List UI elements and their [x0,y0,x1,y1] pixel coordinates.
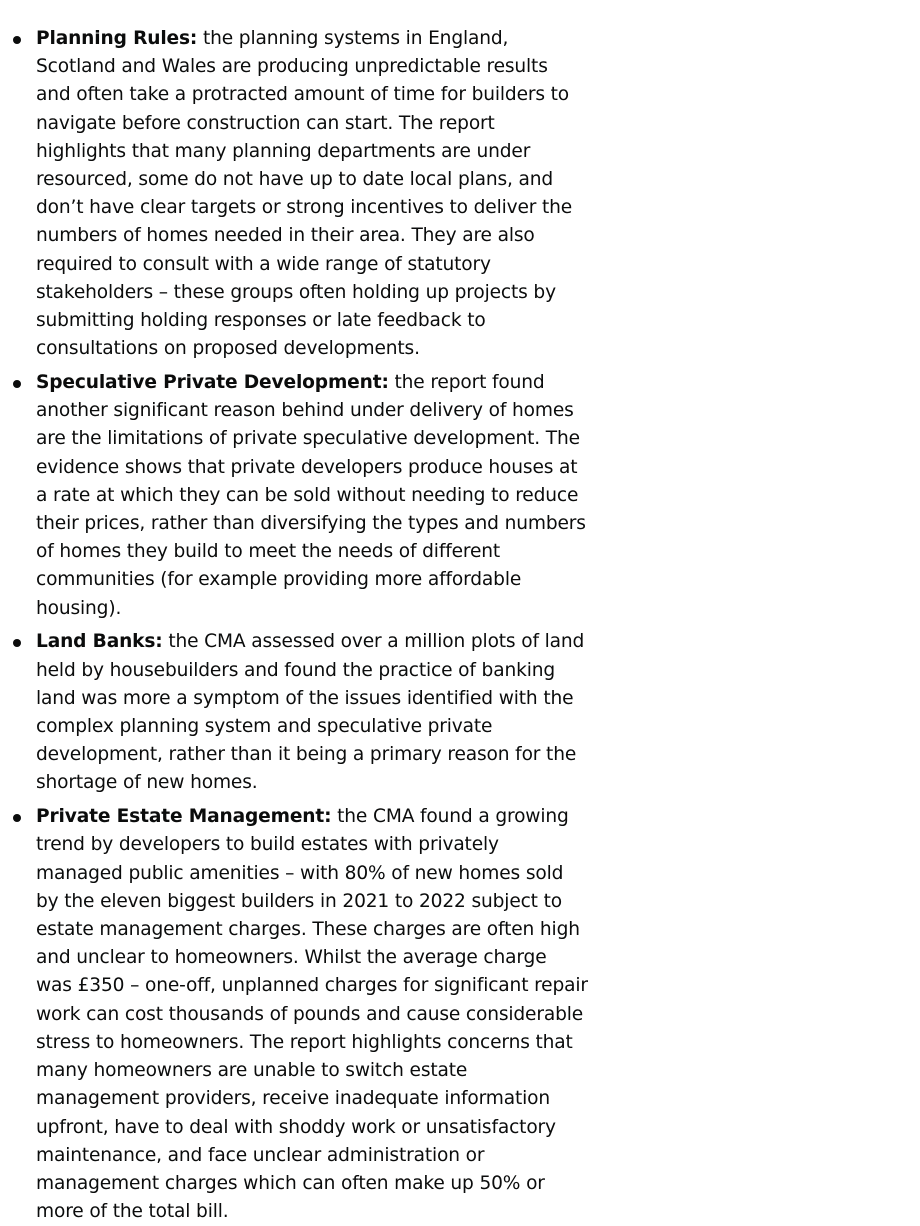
list-item-text: the planning systems in England, Scotland and Wales are producing unpredictable results and often take a protracted amount of time for builders to navigate before construction can start. The report highlights that many planning departments are under resourced, some do not have up to date local plans, and don’t have clear targets or strong incentives to deliver the numbers of homes needed in their area. They are also required to consult with a wide range of statutory stakeholders – these groups often holding up projects by submitting holding responses or late feedback to consultations on proposed developments. [36,28,573,360]
list-item-text: the CMA assessed over a million plots of land held by housebuilders and found the practice of banking land was more a symptom of the issues identified with the complex planning system and speculative private development, rather than it being a primary reason for the shortage of new homes. [36,631,585,794]
list-item-heading: Speculative Private Development: [36,372,389,394]
bullet-icon [13,639,21,647]
list-item-heading: Planning Rules: [36,28,198,49]
list-item-private-estate-management [36,803,588,1226]
list-item-heading: Private Estate Management: [36,806,332,828]
findings-list [0,25,588,1226]
list-item-speculative-private-development [36,369,588,623]
bullet-icon [13,814,21,822]
list-item-text: the CMA found a growing trend by developers to build estates with privately managed public amenities – with 80% of new homes sold by the eleven biggest builders in 2021 to 2022 subject to estate management charges. These charges are often high and unclear to homeowners. Whilst the average charge was £350 – one-off, unplanned charges for significant repair work can cost thousands of pounds and cause considerable stress to homeowners. The report highlights concerns that many homeowners are unable to switch estate management providers, receive inadequate information upfront, have to deal with shoddy work or unsatisfactory maintenance, and face unclear administration or management charges which can often make up 50% or more of the total bill. [36,806,588,1223]
list-item-text: the report found another significant reason behind under delivery of homes are the limitations of private speculative development. The evidence shows that private developers produce houses at a rate at which they can be sold without needing to reduce their prices, rather than diversifying the types and numbers of homes they build to meet the needs of different communities (for example providing more affordable housing). [36,372,586,619]
list-item-planning-rules [36,25,588,363]
list-item-heading: Land Banks: [36,631,163,653]
list-item-land-banks [36,628,588,797]
bullet-icon [13,36,21,44]
bullet-icon [13,380,21,388]
